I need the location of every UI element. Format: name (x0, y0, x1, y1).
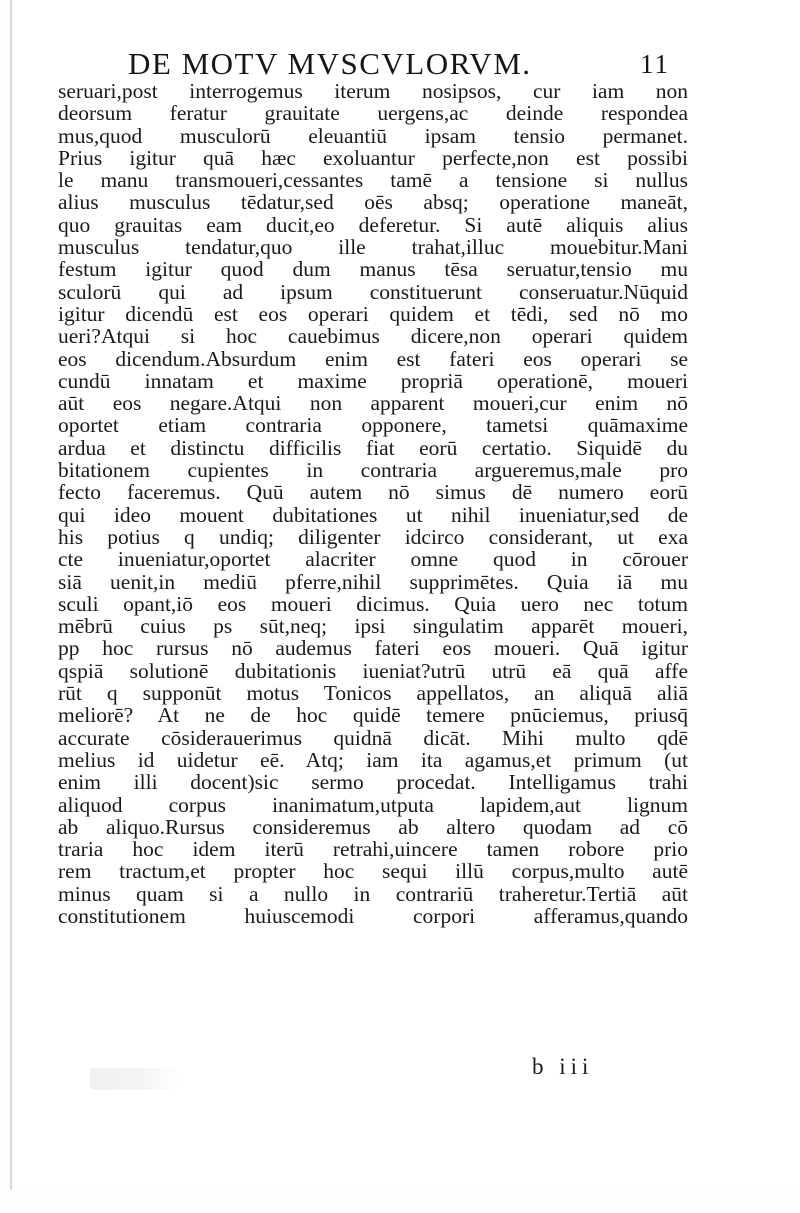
text-line: qui ideo mouent dubitationes ut nihil inueniatur,sed de (58, 502, 688, 527)
text-line: ardua et distinctu difficilis fiat eorū certatio. Siquidē du (58, 435, 688, 460)
text-line: cundū innatam et maxime propriā operationē, moueri (58, 368, 688, 393)
text-line: his potius q undiq; diligenter idcirco considerant, ut exa (58, 524, 688, 549)
text-line: Prius igitur quā hæc exoluantur perfecte,non est possibi (58, 145, 688, 170)
text-line: pp hoc rursus nō audemus fateri eos moueri. Quā igitur (58, 636, 688, 661)
page-number: 11 (640, 49, 670, 79)
text-line: sculorū qui ad ipsum constituerunt conseruatur.Nūquid (58, 279, 688, 304)
text-line: aūt eos negare.Atqui non apparent moueri,cur enim nō (58, 391, 688, 416)
text-line: oportet etiam contraria opponere, tametsi quāmaxime (58, 413, 688, 438)
text-line: le manu transmoueri,cessantes tamē a tensione si nullus (58, 168, 688, 193)
text-line: accurate cōsiderauerimus quidnā dicāt. Mihi multo qdē (58, 725, 688, 750)
text-line: cte inueniatur,oportet alacriter omne quod in cōrouer (58, 547, 688, 572)
text-line: seruari,post interrogemus iterum nosipsos, cur iam non (58, 79, 688, 103)
text-line: constitutionem huiuscemodi corpori afferamus,quando (58, 903, 688, 928)
text-line: enim illi docent)sic sermo procedat. Intelligamus trahi (58, 770, 688, 795)
text-line: mēbrū cuius ps sūt,neq; ipsi singulatim apparēt moueri, (58, 614, 688, 639)
text-line: quo grauitas eam ducit,eo deferetur. Si autē aliquis alius (58, 212, 688, 237)
body-text (58, 80, 688, 927)
text-line: ab aliquo.Rursus consideremus ab altero quodam ad cō (58, 814, 688, 839)
text-line: igitur dicendū est eos operari quidem et tēdi, sed nō mo (58, 301, 688, 326)
text-line: musculus tendatur,quo ille trahat,illuc mouebitur.Mani (58, 235, 688, 260)
text-line: alius musculus tēdatur,sed oēs absq; operatione maneāt, (58, 190, 688, 215)
text-line: eos dicendum.Absurdum enim est fateri eos operari se (58, 346, 688, 371)
signature-mark: b iii (532, 1054, 594, 1079)
text-line: siā uenit,in mediū pferre,nihil supprimētes. Quia iā mu (58, 569, 688, 594)
text-line: deorsum feratur grauitate uergens,ac deinde respondea (58, 101, 688, 126)
page-footer (0, 1052, 800, 1082)
text-line: qspiā solutionē dubitationis iueniat?utrū utrū eā quā affe (58, 658, 688, 683)
text-line: minus quam si a nullo in contrariū traheretur.Tertiā aūt (58, 881, 688, 906)
text-line: fecto faceremus. Quū autem nō simus dē numero eorū (58, 480, 688, 505)
text-line: sculi opant,iō eos moueri dicimus. Quia uero nec totum (58, 591, 688, 616)
text-line: festum igitur quod dum manus tēsa seruatur,tensio mu (58, 257, 688, 282)
text-line: rem tractum,et propter hoc sequi illū corpus,multo autē (58, 859, 688, 884)
text-line: aliquod corpus inanimatum,utputa lapidem,aut lignum (58, 792, 688, 817)
text-line: bitationem cupientes in contraria argueremus,male pro (58, 458, 688, 483)
page-header (0, 44, 800, 84)
text-line: melius id uidetur eē. Atq; iam ita agamus,et primum (ut (58, 747, 688, 772)
text-line: traria hoc idem iterū retrahi,uincere tamen robore prio (58, 837, 688, 862)
text-line: rūt q supponūt motus Tonicos appellatos, an aliquā aliā (58, 681, 688, 706)
text-line: ueri?Atqui si hoc cauebimus dicere,non operari quidem (58, 324, 688, 349)
running-head: DE MOTV MVSCVLORVM. (128, 46, 532, 81)
text-line: mus,quod musculorū eleuantiū ipsam tensio permanet. (58, 123, 688, 148)
text-line: meliorē? At ne de hoc quidē temere pnūciemus, priusq̄ (58, 703, 688, 728)
